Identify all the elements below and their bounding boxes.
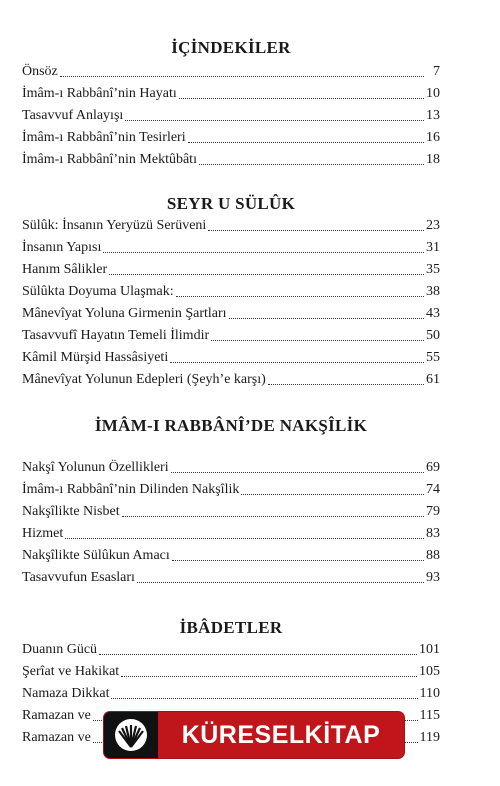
toc-entry	[22, 570, 440, 586]
toc-entry	[22, 642, 440, 658]
entry-page: 93	[426, 570, 440, 585]
toc-entry	[22, 372, 440, 388]
entry-title: Nakşî Yolunun Özellikleri	[22, 460, 169, 475]
toc-entry	[22, 108, 440, 124]
toc-entry	[22, 218, 440, 234]
entry-page: 115	[419, 708, 440, 723]
toc-section	[22, 416, 440, 596]
toc-entry	[22, 548, 440, 564]
dot-leader	[199, 164, 424, 165]
dot-leader	[229, 318, 424, 319]
entry-page: 101	[419, 642, 440, 657]
entry-title: İmâm-ı Rabbânî’nin Mektûbâtı	[22, 152, 197, 167]
entry-title: Tasavvufî Hayatın Temeli İlimdir	[22, 328, 210, 343]
section-title: İMÂM-I RABBÂNÎ’DE NAKŞÎLİK	[94, 416, 368, 435]
toc-entry	[22, 526, 440, 542]
toc-entry	[22, 664, 440, 680]
entry-title: Sülûkta Doyuma Ulaşmak:	[22, 284, 174, 299]
dot-leader	[122, 516, 424, 517]
entry-page: 16	[426, 130, 440, 145]
entry-page: 7	[433, 64, 440, 79]
entry-page: 23	[426, 218, 440, 233]
dot-leader	[188, 142, 424, 143]
dot-leader	[179, 98, 424, 99]
dot-leader	[211, 340, 424, 341]
entry-page: 110	[419, 686, 440, 701]
toc-entry	[22, 240, 440, 256]
toc-entry	[22, 262, 440, 278]
entry-page: 43	[426, 306, 440, 321]
entry-title: Kâmil Mürşid Hassâsiyeti	[22, 350, 169, 365]
dot-leader	[268, 384, 424, 385]
entry-title: İmâm-ı Rabbânî’nin Tesirleri	[22, 130, 186, 145]
dot-leader	[208, 230, 424, 231]
brand-logo	[104, 712, 404, 758]
toc-entry	[22, 152, 440, 168]
entry-title: Mânevîyat Yolunun Edepleri (Şeyh’e karşı)	[22, 372, 266, 387]
entry-page: 79	[426, 504, 440, 519]
dot-leader	[103, 252, 424, 253]
toc-section	[22, 38, 440, 178]
dot-leader	[60, 76, 424, 77]
section-title: İBÂDETLER	[179, 618, 283, 637]
entry-page: 35	[426, 262, 440, 277]
toc-entry	[22, 482, 440, 498]
toc-entry	[22, 686, 440, 702]
dot-leader	[65, 538, 424, 539]
entry-title: Önsöz	[22, 64, 58, 79]
dot-leader	[109, 274, 424, 275]
dot-leader	[171, 472, 424, 473]
dot-leader	[99, 654, 417, 655]
toc-entry	[22, 130, 440, 146]
entry-title: Nakşîlikte Nisbet	[22, 504, 120, 519]
entry-page: 50	[426, 328, 440, 343]
dot-leader	[121, 676, 417, 677]
entry-page: 74	[426, 482, 440, 497]
dot-leader	[176, 296, 424, 297]
entry-title: İmâm-ı Rabbânî’nin Hayatı	[22, 86, 177, 101]
toc-entry	[22, 504, 440, 520]
toc-entry	[22, 86, 440, 102]
toc-entry	[22, 64, 440, 80]
toc-entry	[22, 306, 440, 322]
entry-title: Hanım Sâlikler	[22, 262, 108, 277]
entry-title: Ramazan ve	[22, 708, 91, 723]
brand-name: KÜRESELKİTAP	[181, 720, 381, 749]
section-title: İÇİNDEKİLER	[171, 38, 291, 57]
entry-page: 119	[419, 730, 440, 745]
entry-title: Şerîat ve Hakikat	[22, 664, 120, 679]
dot-leader	[111, 698, 417, 699]
dot-leader	[170, 362, 424, 363]
entry-page: 105	[419, 664, 440, 679]
entry-page: 18	[426, 152, 440, 167]
entry-title: Mânevîyat Yoluna Girmenin Şartları	[22, 306, 227, 321]
dot-leader	[172, 560, 424, 561]
toc-entry	[22, 328, 440, 344]
toc-entry	[22, 460, 440, 476]
dot-leader	[241, 494, 424, 495]
dot-leader	[137, 582, 424, 583]
entry-title: İnsanın Yapısı	[22, 240, 102, 255]
book-pages-icon	[104, 712, 158, 758]
entry-title: Sülûk: İnsanın Yeryüzü Serüveni	[22, 218, 207, 233]
entry-page: 13	[426, 108, 440, 123]
entry-title: Duanın Gücü	[22, 642, 98, 657]
entry-title: Hizmet	[22, 526, 64, 541]
entry-title: Namaza Dikkat	[22, 686, 110, 701]
entry-page: 69	[426, 460, 440, 475]
section-title: SEYR U SÜLÛK	[166, 194, 296, 213]
entry-title: Tasavvuf Anlayışı	[22, 108, 124, 123]
entry-page: 10	[426, 86, 440, 101]
toc-entry	[22, 350, 440, 366]
entry-title: Ramazan ve	[22, 730, 91, 745]
entry-page: 83	[426, 526, 440, 541]
entry-page: 31	[426, 240, 440, 255]
toc-entry	[22, 284, 440, 300]
entry-page: 55	[426, 350, 440, 365]
entry-title: Nakşîlikte Sülûkun Amacı	[22, 548, 170, 563]
entry-page: 88	[426, 548, 440, 563]
entry-page: 61	[426, 372, 440, 387]
entry-page: 38	[426, 284, 440, 299]
dot-leader	[125, 120, 424, 121]
toc-section	[22, 194, 440, 394]
entry-title: İmâm-ı Rabbânî’nin Dilinden Nakşîlik	[22, 482, 240, 497]
entry-title: Tasavvufun Esasları	[22, 570, 135, 585]
